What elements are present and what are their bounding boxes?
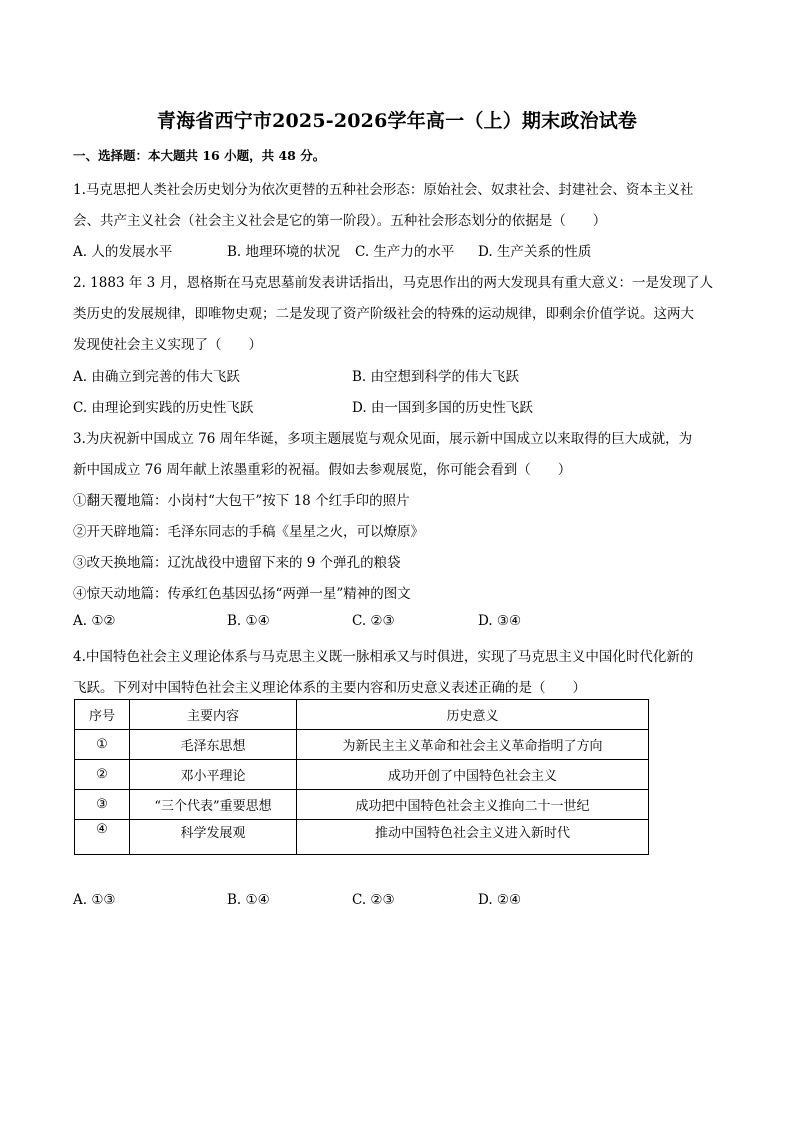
q3-item-3: ③改天换地篇：辽沈战役中遗留下来的 9 个弹孔的粮袋 bbox=[73, 555, 401, 571]
table-cell: 为新民主主义革命和社会主义革命指明了方向 bbox=[297, 730, 649, 760]
table-cell: 科学发展观 bbox=[130, 820, 297, 855]
q1-option-d: D. 生产关系的性质 bbox=[478, 244, 592, 260]
table-cell: 成功开创了中国特色社会主义 bbox=[297, 760, 649, 790]
table-header-row bbox=[75, 700, 649, 730]
table-cell: 邓小平理论 bbox=[130, 760, 297, 790]
q1-option-c: C. 生产力的水平 bbox=[355, 244, 455, 260]
table-cell: ④ bbox=[75, 820, 130, 855]
q3-item-2: ②开天辟地篇：毛泽东同志的手稿《星星之火，可以燎原》 bbox=[73, 524, 424, 540]
q4-option-a: A. ①③ bbox=[73, 892, 116, 908]
exam-title: 青海省西宁市2025-2026学年高一（上）期末政治试卷 bbox=[156, 110, 638, 132]
q2-option-c: C. 由理论到实践的历史性飞跃 bbox=[73, 400, 254, 416]
q2-option-b: B. 由空想到科学的伟大飞跃 bbox=[352, 369, 520, 385]
table-cell: 毛泽东思想 bbox=[130, 730, 297, 760]
table-header-cell: 序号 bbox=[75, 700, 130, 730]
q4-stem-line-1: 4.中国特色社会主义理论体系与马克思主义既一脉相承又与时俱进，实现了马克思主义中国化时代化新的 bbox=[73, 649, 694, 665]
q1-option-a: A. 人的发展水平 bbox=[73, 244, 173, 260]
q3-option-c: C. ②③ bbox=[352, 613, 395, 629]
table-row bbox=[75, 760, 649, 790]
q3-stem-line-2: 新中国成立 76 周年献上浓墨重彩的祝福。假如去参观展览，你可能会看到（ ） bbox=[73, 462, 572, 478]
q1-option-b: B. 地理环境的状况 bbox=[227, 244, 341, 260]
q3-item-1: ①翻天覆地篇：小岗村“大包干”按下 18 个红手印的照片 bbox=[73, 493, 410, 509]
table-cell: ② bbox=[75, 760, 130, 790]
q3-item-4: ④惊天动地篇：传承红色基因弘扬“两弹一星”精神的图文 bbox=[73, 586, 411, 602]
q2-option-d: D. 由一国到多国的历史性飞跃 bbox=[352, 400, 533, 416]
q4-stem-line-2: 飞跃。下列对中国特色社会主义理论体系的主要内容和历史意义表述正确的是（ ） bbox=[73, 680, 586, 696]
q4-table bbox=[74, 699, 649, 855]
q4-option-c: C. ②③ bbox=[352, 892, 395, 908]
q1-stem-line-2: 会、共产主义社会（社会主义社会是它的第一阶段）。五种社会形态划分的依据是（ ） bbox=[73, 213, 607, 229]
table-cell: ③ bbox=[75, 790, 130, 820]
section-heading: 一、选择题：本大题共 16 小题，共 48 分。 bbox=[73, 148, 326, 163]
q1-stem-line-1: 1.马克思把人类社会历史划分为依次更替的五种社会形态：原始社会、奴隶社会、封建社会、资本主义社 bbox=[73, 182, 694, 198]
q2-stem-line-3: 发现使社会主义实现了（ ） bbox=[73, 337, 262, 353]
table-cell: 成功把中国特色社会主义推向二十一世纪 bbox=[297, 790, 649, 820]
q3-option-b: B. ①④ bbox=[227, 613, 270, 629]
table-header-cell: 主要内容 bbox=[130, 700, 297, 730]
table-header-cell: 历史意义 bbox=[297, 700, 649, 730]
q4-option-d: D. ②④ bbox=[478, 892, 522, 908]
table-cell: ① bbox=[75, 730, 130, 760]
table-row bbox=[75, 730, 649, 760]
q3-option-d: D. ③④ bbox=[478, 613, 522, 629]
q2-option-a: A. 由确立到完善的伟大飞跃 bbox=[73, 369, 240, 385]
table-row bbox=[75, 790, 649, 820]
q3-option-a: A. ①② bbox=[73, 613, 116, 629]
table-row bbox=[75, 820, 649, 855]
table-cell: 推动中国特色社会主义进入新时代 bbox=[297, 820, 649, 855]
q3-stem-line-1: 3.为庆祝新中国成立 76 周年华诞，多项主题展览与观众见面，展示新中国成立以来取得的巨大成就，为 bbox=[73, 431, 693, 447]
table-cell: “三个代表”重要思想 bbox=[130, 790, 297, 820]
q2-stem-line-2: 类历史的发展规律，即唯物史观；二是发现了资产阶级社会的特殊的运动规律，即剩余价值学说。这两大 bbox=[73, 306, 694, 322]
q4-option-b: B. ①④ bbox=[227, 892, 270, 908]
q2-stem-line-1: 2. 1883 年 3 月，恩格斯在马克思墓前发表讲话指出，马克思作出的两大发现具有重大意义：一是发现了人 bbox=[73, 275, 713, 291]
